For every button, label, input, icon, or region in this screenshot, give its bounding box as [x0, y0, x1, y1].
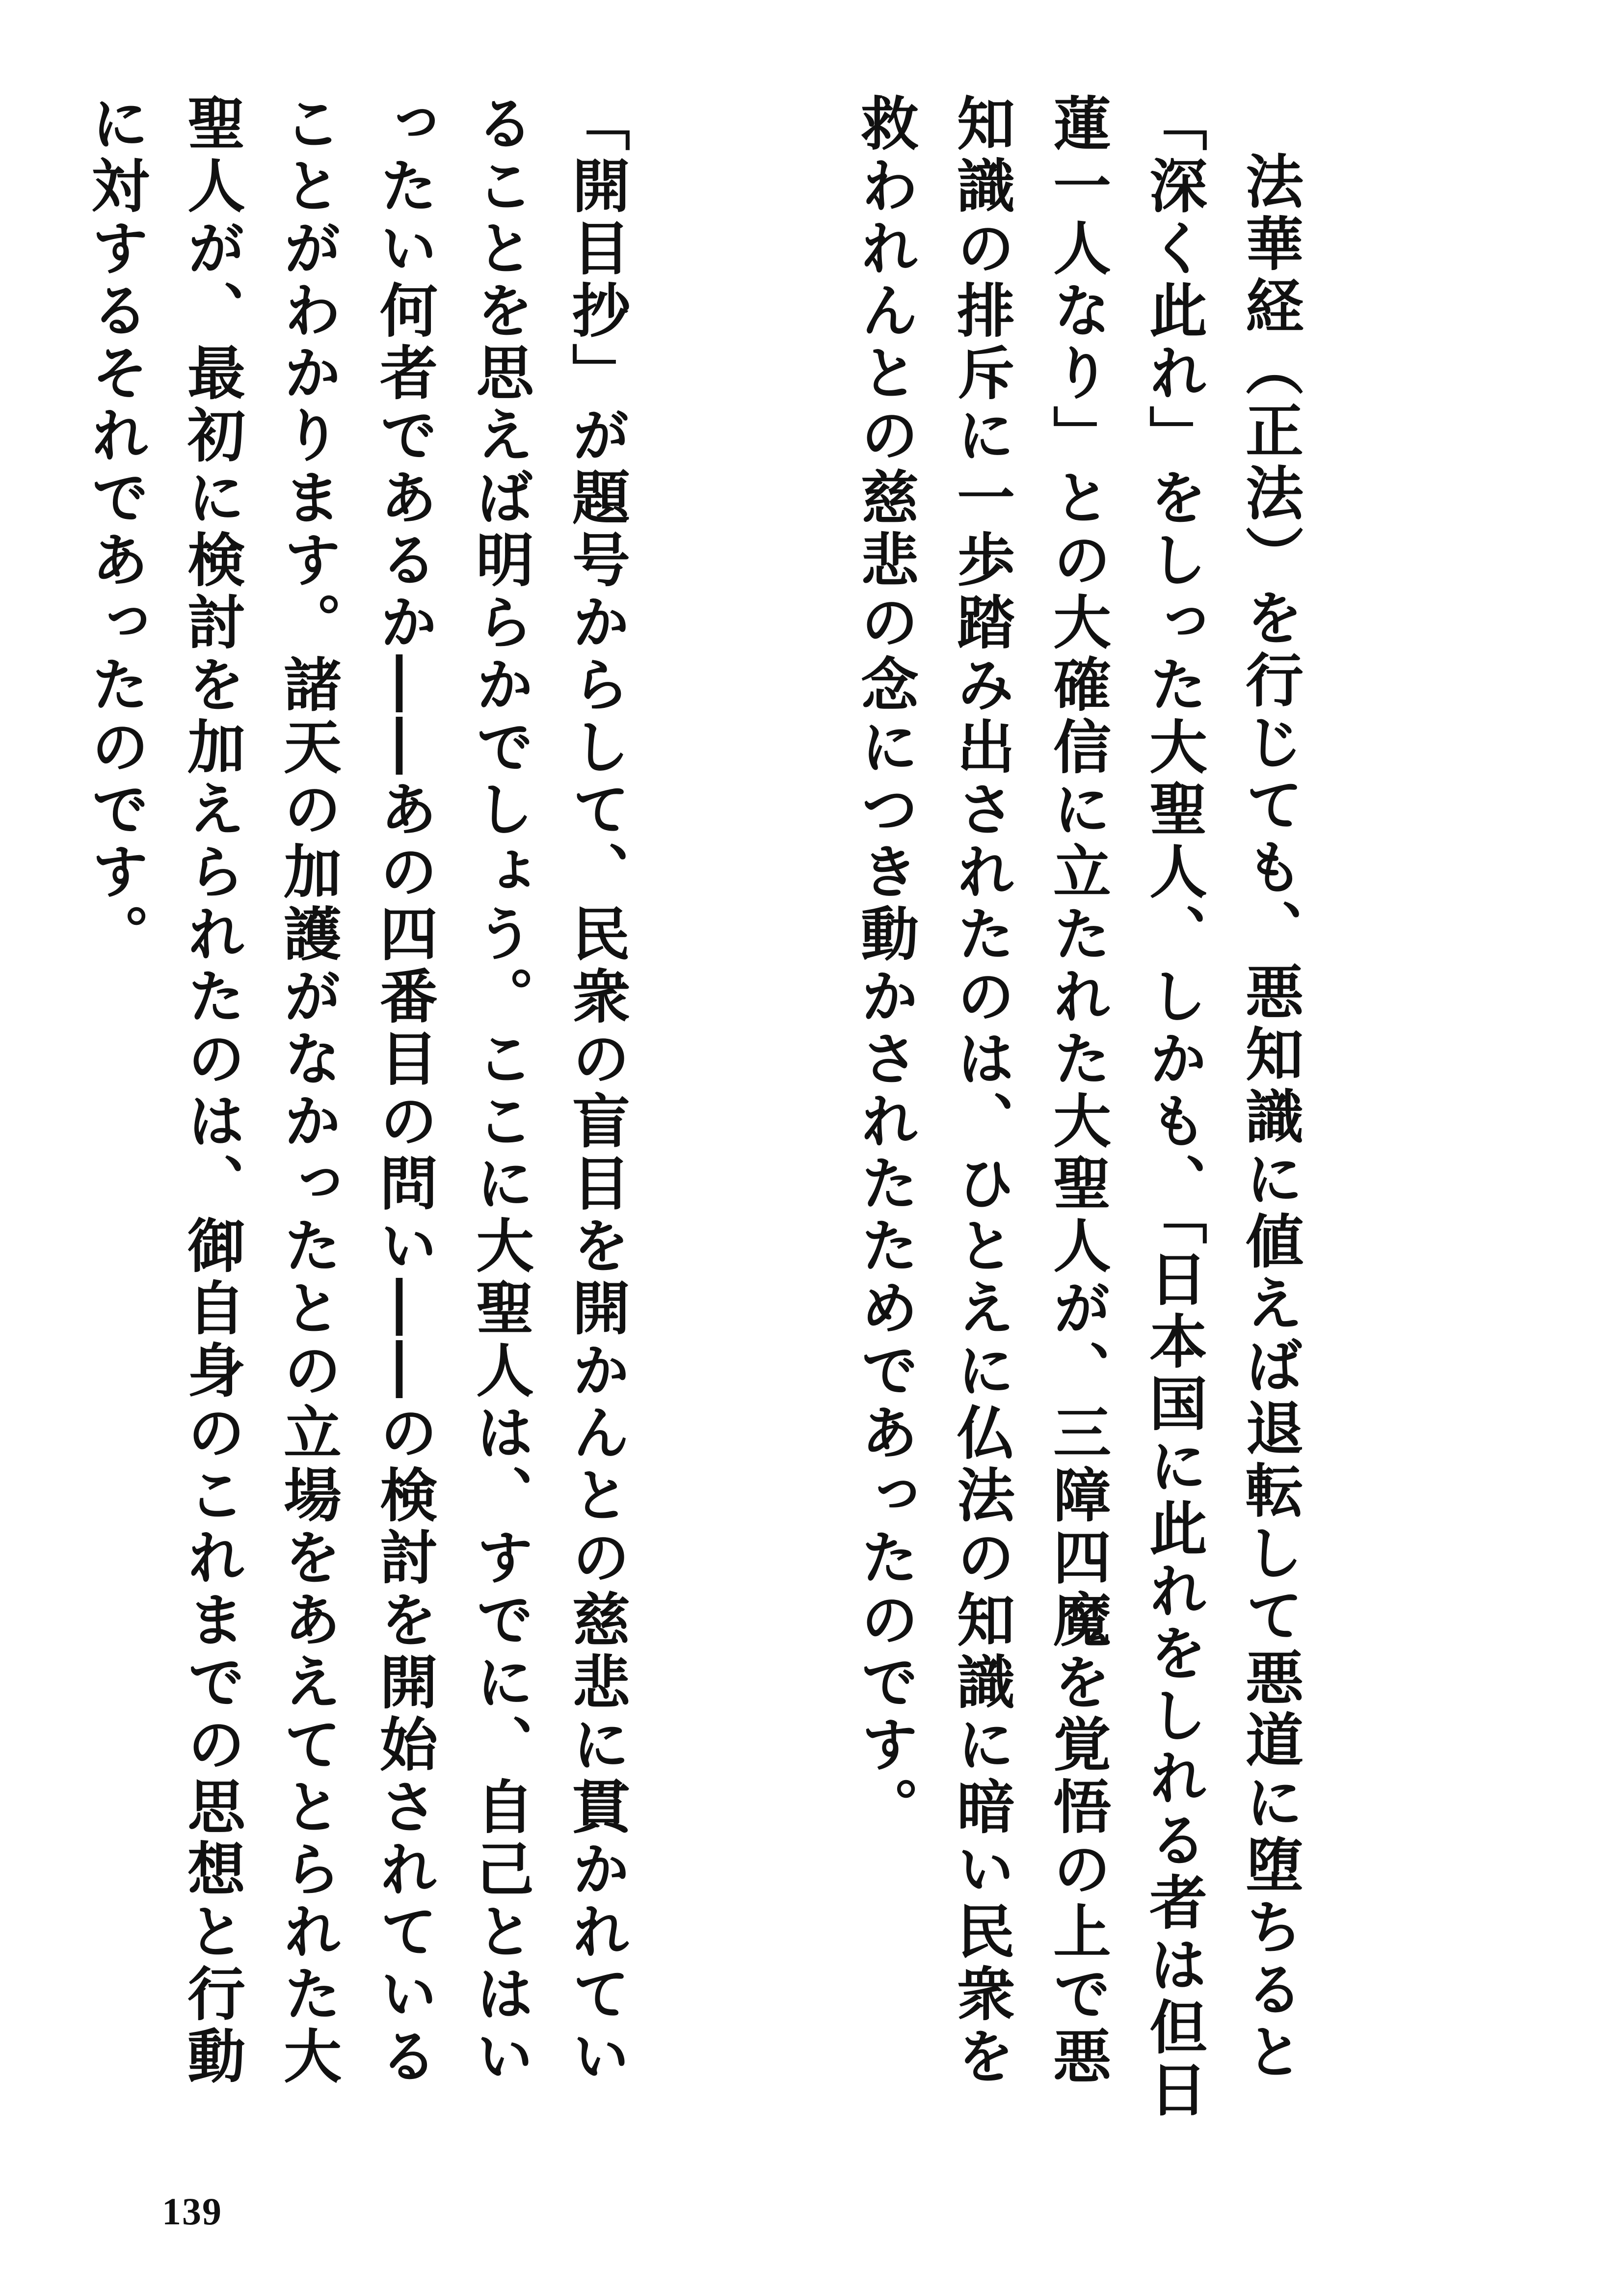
paragraph-1: 法華経（正法）を行じても、悪知識に値えば退転して悪道に堕ちると「深く此れ」をしった大聖人、しかも、「日本国に此れをしれる者は但日蓮一人なり」との大確信に立たれた大聖人が、三障四魔を覚悟の上で悪知識の排斥に一歩踏み出されたのは、ひとえに仏法の知識に暗い民衆を救われんとの慈悲の念につき動かされたためであったのです。	[851, 93, 1304, 2122]
paragraph-2: 「開目抄」が題号からして、民衆の盲目を開かんとの慈悲に貫かれていることを思えば明らかでしょう。ここに大聖人は、すでに、自己とはいったい何者であるか――あの四番目の問い――の検討を開始されていることがわかります。諸天の加護がなかったとの立場をあえてとられた大聖人が、最初に検討を加えられたのは、御自身のこれまでの思想と行動に対するそれであったのです。	[81, 93, 631, 2088]
body-text	[62, 93, 1510, 2131]
page-number: 139	[162, 2190, 222, 2233]
